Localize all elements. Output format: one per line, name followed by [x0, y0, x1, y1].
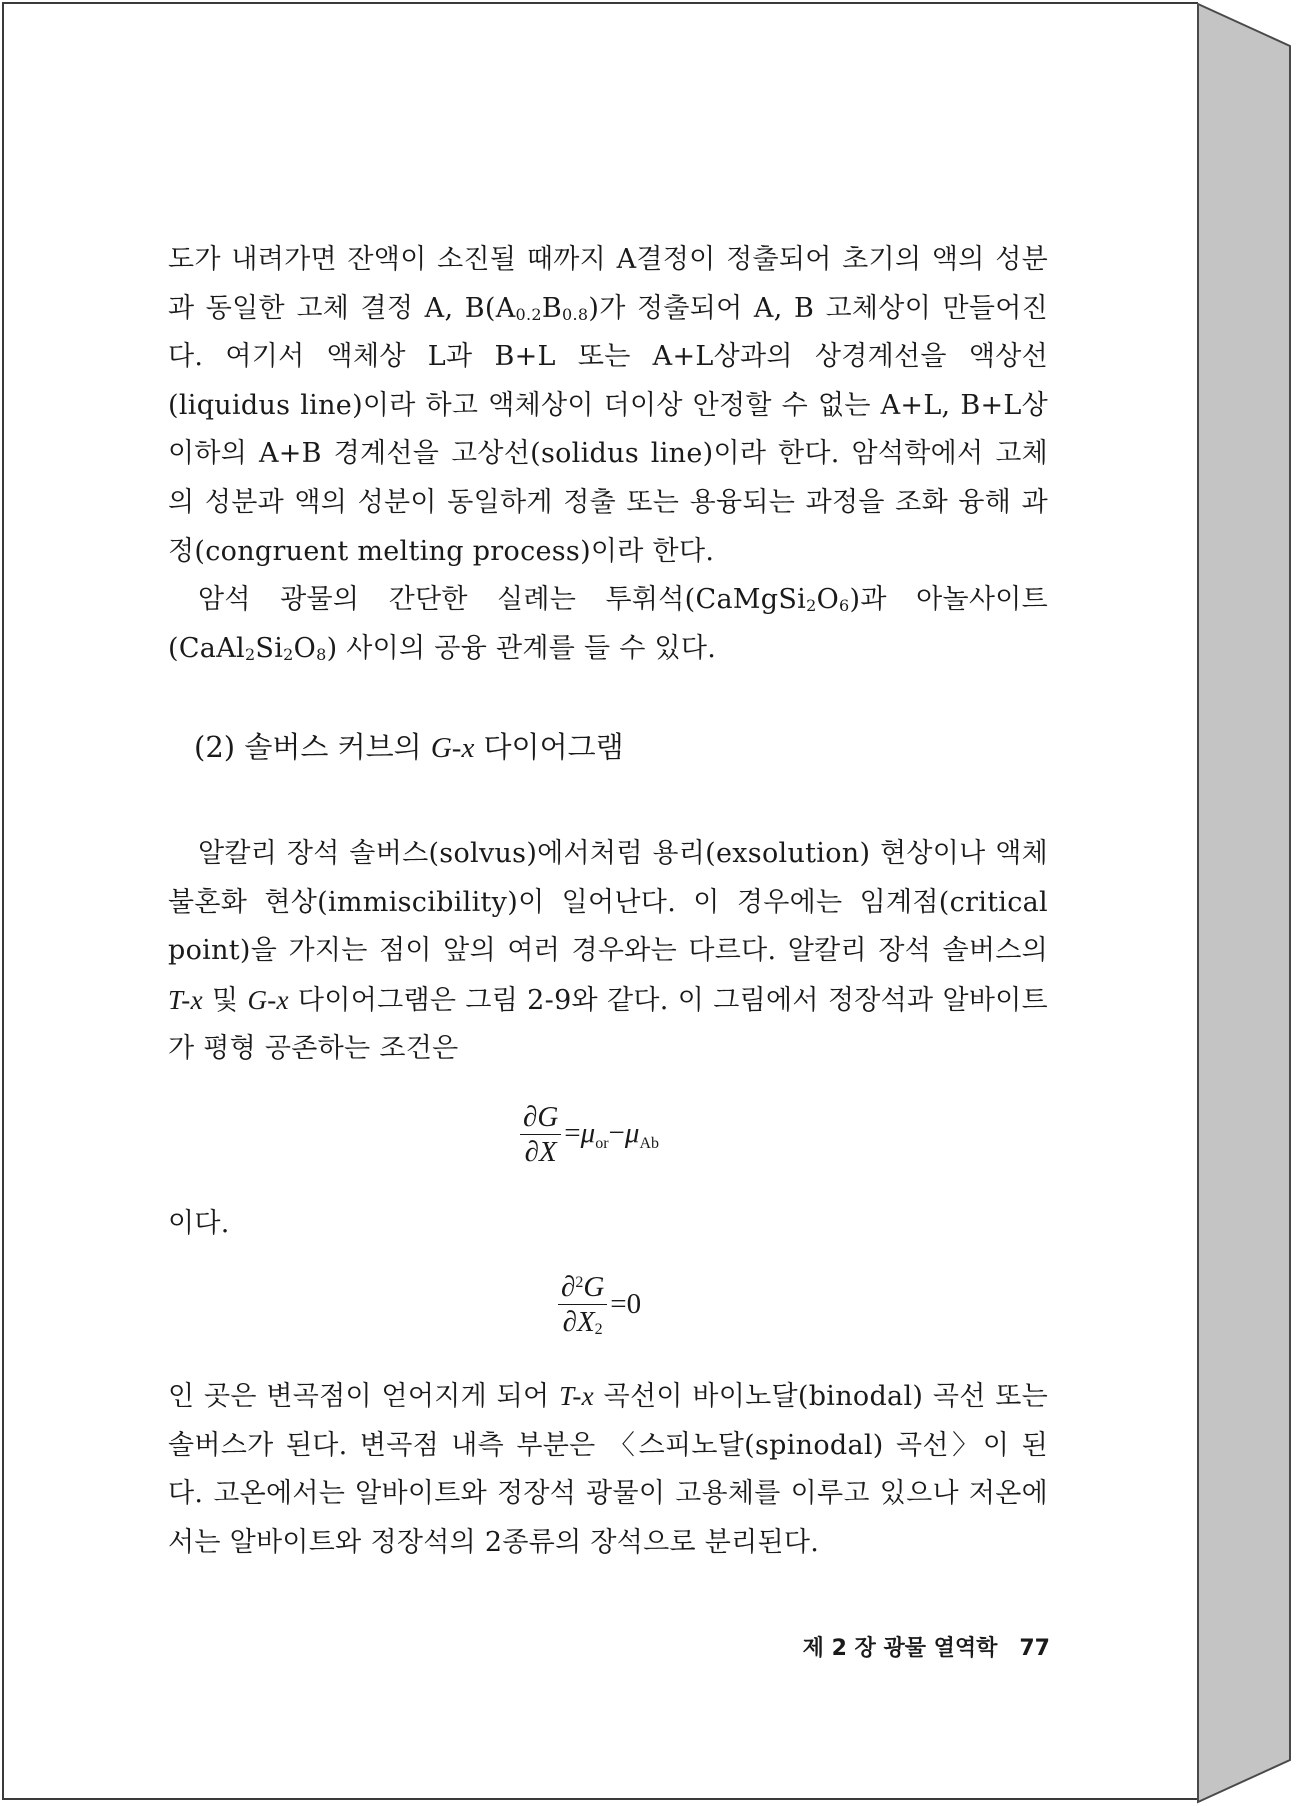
- subscript-or: or: [595, 1134, 609, 1152]
- para1-run: 도가 내려가면 잔액이 소진될 때까지 A결정이 정출되어 초기의 액의 성분과 동일한 고체 결정 A, B(: [168, 244, 1048, 324]
- equation-rhs: [564, 1117, 659, 1153]
- para1-run: 0.2: [515, 304, 542, 324]
- equals-sign: =: [564, 1116, 581, 1149]
- para2-run: ) 사이의 공융 관계를 들 수 있다.: [326, 632, 717, 664]
- ida-line: 이다.: [168, 1208, 230, 1239]
- equation2-fraction: [558, 1270, 607, 1339]
- equation-numerator: ∂G: [520, 1100, 561, 1135]
- section-heading: [194, 727, 624, 768]
- para4-run: 곡선이 바이노달(binodal) 곡선 또는 솔버스가 된다. 변곡점 내측 부분은 〈스피노달(spinodal) 곡선〉이 된다. 고온에서는 알바이트와 정장석 광물이 고용체를 이루고 있으나 저온에서는 알바이트와 정장석의 2종류의 장석으로 분리된다.: [168, 1381, 1048, 1558]
- para3-run: T-x: [168, 984, 203, 1015]
- para2-run: O: [816, 584, 840, 616]
- para3-run: 알칼리 장석 솔버스(solvus)에서처럼 용리(exsolution) 현상이나 액체불혼화 현상(immiscibility)이 일어난다. 이 경우에는 임계점(critical point)을 가지는 점이 앞의 여러 경우와는 다르다. 알칼리 장석 솔버스의: [168, 838, 1048, 967]
- para2-run: O: [293, 632, 317, 664]
- para2-run: 2: [806, 596, 817, 616]
- body-text-binodal: [168, 1372, 1048, 1567]
- page-number: 77: [1019, 1636, 1050, 1661]
- subscript-ab: Ab: [639, 1134, 660, 1152]
- equation2-denominator: $\partial X_2$: [562, 1306, 603, 1338]
- section-title-tail: 다이어그램: [483, 730, 624, 764]
- body-text-top: [168, 236, 1048, 673]
- para3-run: 및: [202, 984, 248, 1016]
- body-text-solvus: [168, 830, 1048, 1074]
- mu-symbol-or: μ: [580, 1116, 596, 1149]
- minus-sign: −: [608, 1116, 625, 1149]
- equation2-rhs: =0: [610, 1288, 642, 1320]
- para3-run: G-x: [247, 984, 289, 1015]
- para1-run: B: [541, 292, 563, 324]
- section-title: 솔버스 커브의: [244, 730, 422, 764]
- para1-run: )가 정출되어 A, B 고체상이 만들어진다. 여기서 액체상 L과 B+L 또는 A+L상과의 상경계선을 액상선(liquidus line)이라 하고 액체상이 더이상 안정할 수 없는 A+L, B+L상 이하의 A+B 경계선을 고상선(solidus line)이라 한다. 암석학에서 고체의 성분과 액의 성분이 동일하게 정출 또는 용융되는 과정을 조화 융해 과정(congruent melting process)이라 한다.: [168, 292, 1048, 567]
- para4-run: 인 곳은 변곡점이 얻어지게 되어: [168, 1381, 560, 1412]
- paragraph-solvus: [168, 830, 1048, 1074]
- para3-run: 다이어그램은 그림 2-9와 같다. 이 그림에서 정장석과 알바이트가 평형 공존하는 조건은: [168, 984, 1048, 1065]
- chapter-title: 제 2 장 광물 열역학: [802, 1636, 998, 1661]
- para2-run: 8: [316, 644, 327, 664]
- page-footer: [780, 1631, 1050, 1662]
- text-ida: [168, 1200, 1048, 1249]
- para2-run: )과 아놀사이트(CaAl: [168, 584, 1048, 664]
- section-title-variable: G-x: [430, 732, 475, 764]
- para2-run: Si: [255, 632, 284, 664]
- equation-denominator: ∂X: [524, 1136, 557, 1168]
- para2-run: 2: [283, 644, 294, 664]
- equation-fraction: [520, 1100, 561, 1169]
- para2-run: 암석 광물의 간단한 실례는 투휘석(CaMgSi: [198, 584, 807, 616]
- para1-run: A: [495, 292, 516, 324]
- para1-run: 0.8: [562, 304, 589, 324]
- equation-chemical-potential: [520, 1100, 659, 1169]
- para4-run: T-x: [559, 1381, 594, 1411]
- para2-run: 2: [244, 644, 256, 664]
- mu-symbol-ab: μ: [624, 1116, 640, 1149]
- paragraph-binodal: [168, 1372, 1048, 1567]
- equation-second-derivative: [558, 1270, 641, 1339]
- paragraph-melting: [168, 236, 1048, 576]
- equation2-numerator: ∂$^2$G: [558, 1270, 607, 1305]
- paragraph-example: [168, 576, 1048, 673]
- para2-run: 6: [839, 596, 850, 616]
- section-number: (2): [194, 730, 236, 764]
